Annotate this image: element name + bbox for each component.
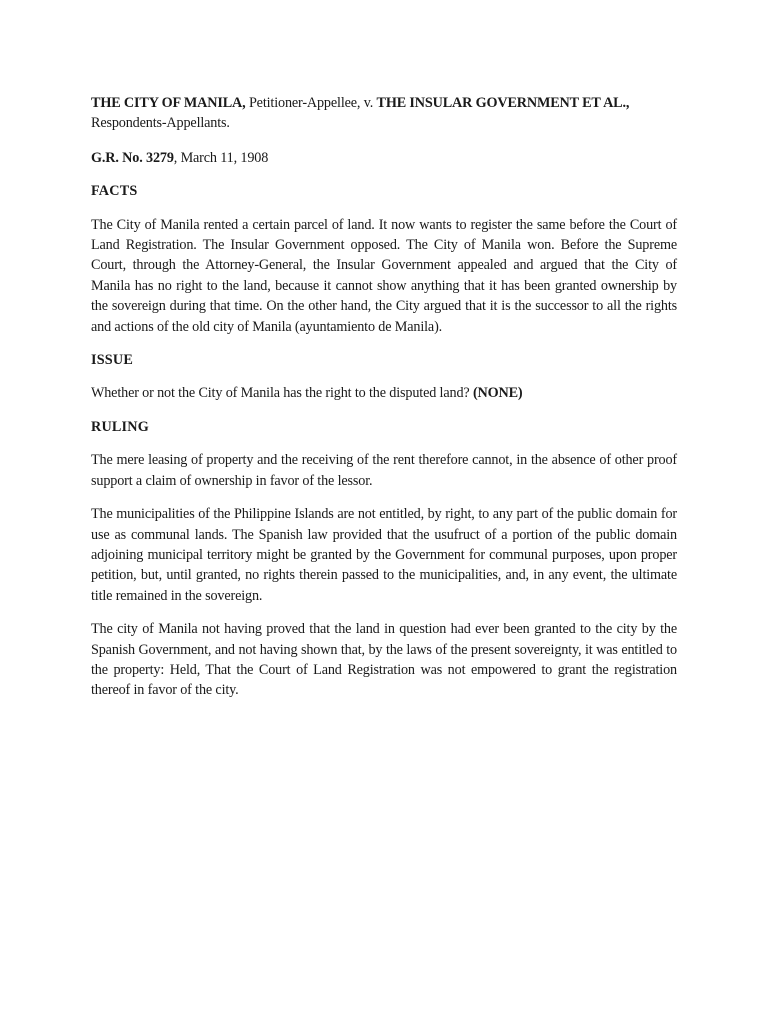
issue-answer: (NONE) bbox=[472, 385, 523, 402]
ruling-paragraph-2: The municipalities of the Philippine Islands are not entitled, by right, to any part of the public domain for use as communal lands. The Spanish law provided that the usufruct of a portion of the public domain adjoining municipal territory might be granted by the Government for communal purposes, upon proper petition, but, until granted, no rights therein passed to the municipalities, and, in any event, the ultimate title remained in the sovereign. bbox=[91, 506, 677, 604]
facts-text: The City of Manila rented a certain parcel of land. It now wants to register the same before the Court of Land Registration. The Insular Government opposed. The City of Manila won. Before the Supreme Court, through the Attorney-General, the Insular Government appealed and argued that the City of Manila has no right to the land, because it cannot show anything that it has been granted ownership by the sovereign during that time. On the other hand, the City argued that it is the successor to all the rights and actions of the old city of Manila (ayuntamiento de Manila). bbox=[91, 216, 677, 335]
ruling-paragraph-1: The mere leasing of property and the receiving of the rent therefore cannot, in the absence of other proof support a claim of ownership in favor of the lessor. bbox=[91, 452, 677, 489]
facts-heading: FACTS bbox=[91, 183, 138, 200]
petitioner-role: Petitioner-Appellee, v. bbox=[245, 95, 377, 111]
ruling-heading: RULING bbox=[91, 418, 149, 435]
case-date: , March 11, 1908 bbox=[173, 149, 269, 166]
case-digest bbox=[91, 93, 677, 701]
respondent-name: THE INSULAR GOVERNMENT ET AL., bbox=[376, 95, 630, 111]
respondent-role: Respondents-Appellants. bbox=[91, 115, 230, 132]
case-caption bbox=[91, 93, 677, 134]
case-reference bbox=[91, 148, 677, 168]
issue-text bbox=[91, 383, 677, 403]
issue-heading: ISSUE bbox=[91, 352, 134, 369]
case-number: G.R. No. 3279 bbox=[91, 149, 174, 166]
issue-question: Whether or not the City of Manila has the right to the disputed land? bbox=[91, 385, 473, 402]
ruling-paragraph-3: The city of Manila not having proved that the land in question had ever been granted to the city by the Spanish Government, and not having shown that, by the laws of the present sovereignty, it was entitled to the property: Held, That the Court of Land Registration was not empowered to grant the registration thereof in favor of the city. bbox=[91, 621, 677, 699]
petitioner-name: THE CITY OF MANILA, bbox=[91, 95, 246, 111]
